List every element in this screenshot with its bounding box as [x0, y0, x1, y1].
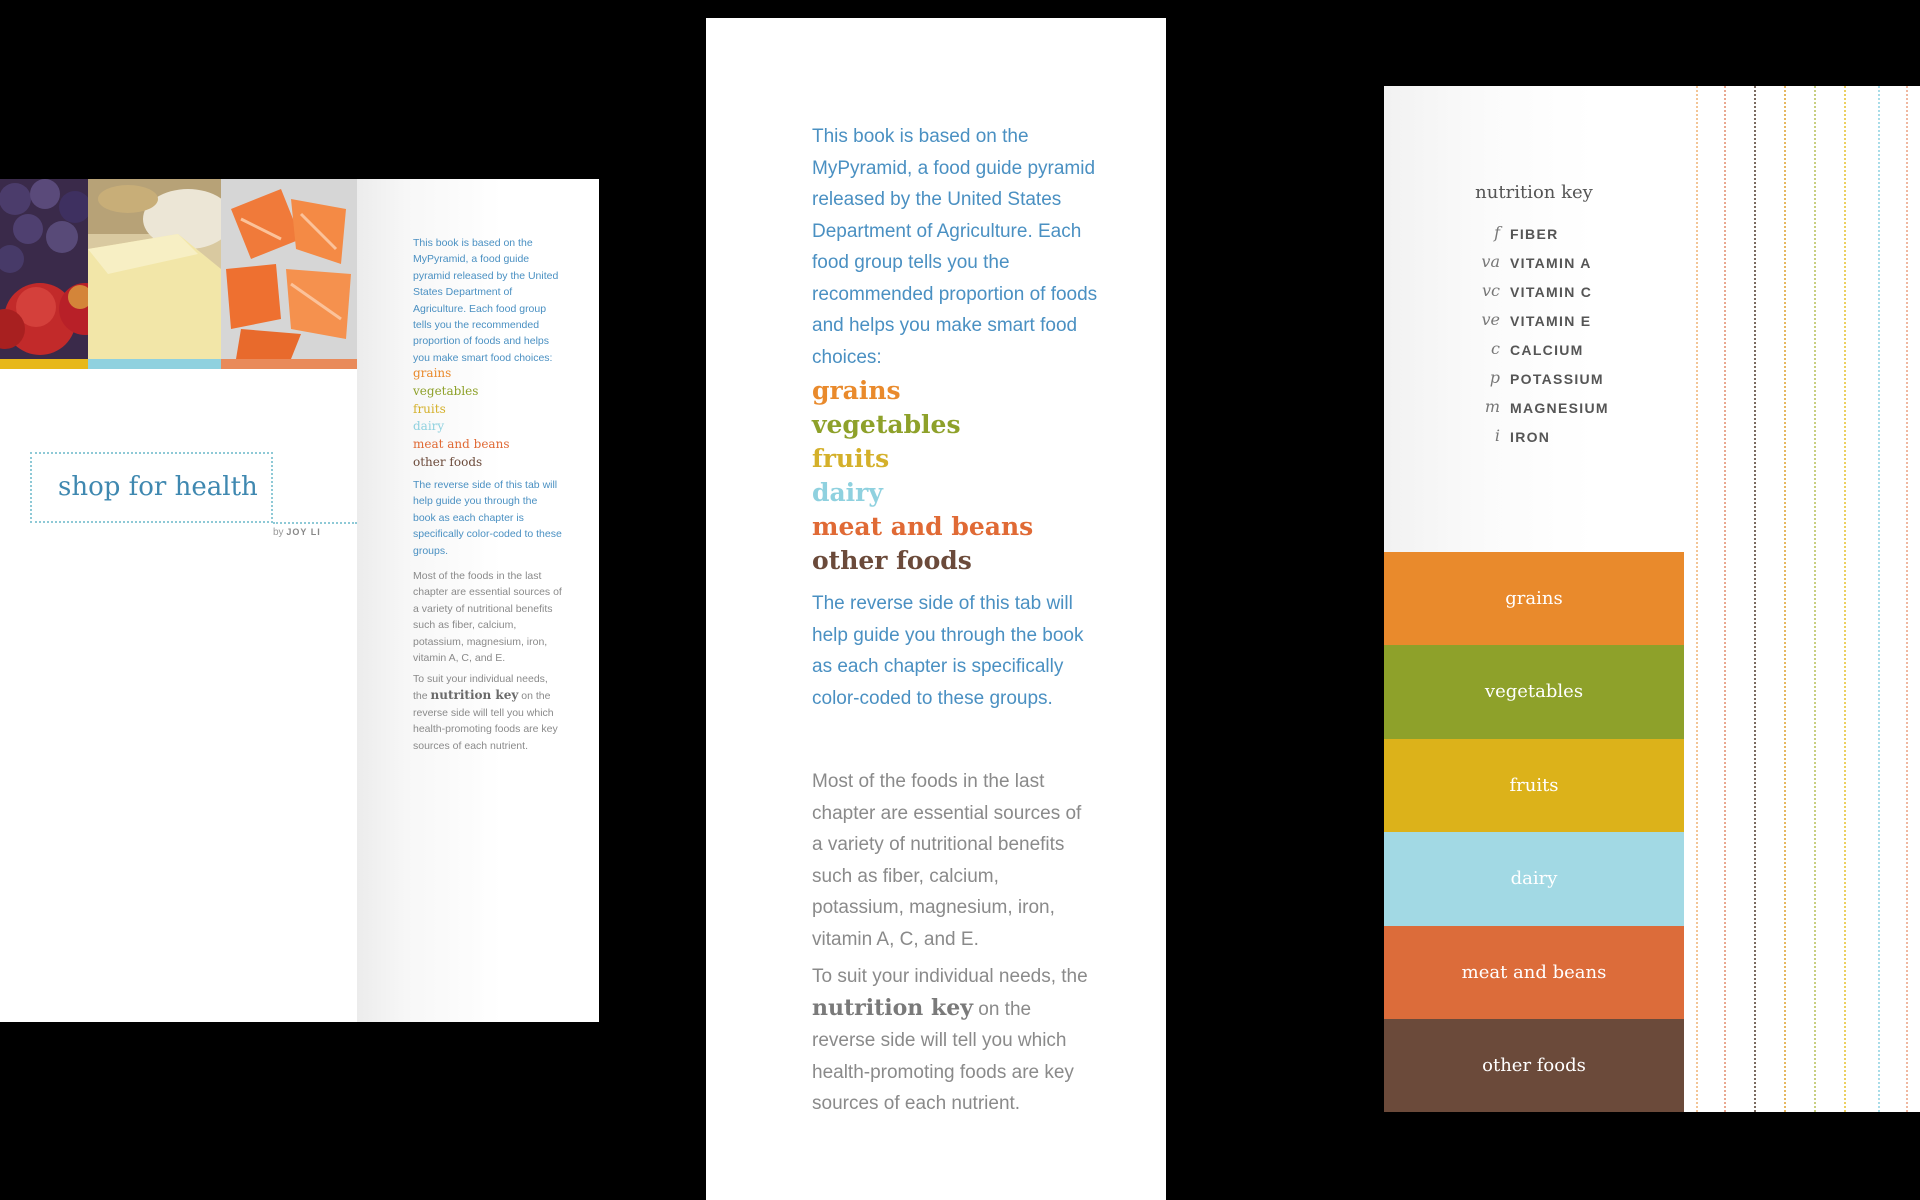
- key-name: VITAMIN A: [1510, 255, 1592, 271]
- key-row-fiber: [1464, 223, 1664, 245]
- key-name: VITAMIN E: [1510, 313, 1592, 329]
- key-row-vitamin-e: [1464, 310, 1664, 332]
- suit-text: [812, 961, 1092, 1120]
- byline-prefix: by: [273, 527, 284, 538]
- key-abbr: m: [1484, 397, 1500, 416]
- group-grains: grains: [413, 366, 452, 380]
- group-vegetables: vegetables: [812, 410, 961, 439]
- key-name: IRON: [1510, 429, 1551, 445]
- key-row-potassium: [1464, 368, 1664, 390]
- group-meat-and-beans: meat and beans: [812, 512, 1034, 541]
- stripe-brown: [1754, 86, 1756, 1112]
- key-abbr: vc: [1482, 281, 1500, 300]
- inner-flap-detail: [706, 18, 1166, 1200]
- key-row-iron: [1464, 426, 1664, 448]
- band-dairy: dairy: [1384, 832, 1684, 926]
- byline-author: JOY LI: [286, 527, 321, 537]
- cheese-photo: [88, 179, 221, 359]
- key-abbr: c: [1491, 339, 1500, 358]
- stripe-peach: [1906, 86, 1908, 1112]
- book-cover-spread: [0, 179, 599, 1022]
- title-box: [30, 452, 273, 523]
- byline: [273, 527, 321, 538]
- band-vegetables: vegetables: [1384, 645, 1684, 739]
- salmon-photo: [221, 179, 357, 359]
- suit-pre: To suit your individual needs, the: [413, 673, 548, 703]
- title-dotted-rule: [273, 522, 357, 524]
- key-name: VITAMIN C: [1510, 284, 1593, 300]
- fruit-photo: [0, 179, 88, 359]
- key-abbr: p: [1489, 368, 1500, 387]
- key-name: POTASSIUM: [1510, 371, 1604, 387]
- group-other-foods: other foods: [413, 454, 483, 469]
- stripe-blue: [1878, 86, 1880, 1112]
- key-abbr: ve: [1481, 310, 1500, 329]
- group-meat-and-beans: meat and beans: [413, 437, 510, 452]
- band-meat-and-beans: meat and beans: [1384, 926, 1684, 1019]
- stripe-salmon: [1724, 86, 1726, 1112]
- stripe-yellow: [1844, 86, 1846, 1112]
- band-fruits: fruits: [1384, 739, 1684, 832]
- meat-color-bar: [221, 359, 357, 369]
- key-row-vitamin-c: [1464, 281, 1664, 303]
- nutrition-key-panel: [1384, 86, 1684, 552]
- intro-text: This book is based on the MyPyramid, a food guide pyramid released by the United States Department of Agriculture. Each food group tells you the recommended proportion of foods and helps you make smart food choices:: [812, 126, 1098, 368]
- stripe-orange: [1696, 86, 1698, 1112]
- group-dairy: dairy: [413, 419, 445, 434]
- group-fruits: fruits: [413, 401, 446, 416]
- key-row-vitamin-a: [1464, 252, 1664, 274]
- key-name: CALCIUM: [1510, 342, 1584, 358]
- suit-post: on the reverse side will tell you which health-promoting foods are key sources of each nutrient.: [413, 690, 558, 752]
- key-abbr: f: [1494, 223, 1500, 242]
- group-dairy: dairy: [812, 478, 883, 507]
- nutrition-key-inline: nutrition key: [812, 994, 973, 1021]
- stripe-olive: [1814, 86, 1816, 1112]
- food-group-list-small: [413, 365, 563, 472]
- reverse-note: The reverse side of this tab will help guide you through the book as each chapter is specifically color-coded to these groups.: [812, 593, 1084, 709]
- nutrition-key-inline: nutrition key: [430, 688, 519, 703]
- food-group-list: [812, 374, 1112, 578]
- key-row-calcium: [1464, 339, 1664, 361]
- intro-text-small: This book is based on the MyPyramid, a food guide pyramid released by the United States Department of Agriculture. Each food group tells you the recommended proportion of foods and helps you make smart food choices:: [413, 237, 559, 364]
- key-name: MAGNESIUM: [1510, 400, 1609, 416]
- band-grains: grains: [1384, 552, 1684, 645]
- dairy-color-bar: [88, 359, 221, 369]
- key-abbr: i: [1494, 426, 1500, 445]
- reverse-tab: [1384, 86, 1920, 1112]
- key-abbr: va: [1481, 252, 1500, 271]
- key-row-magnesium: [1464, 397, 1664, 419]
- group-fruits: fruits: [812, 444, 890, 473]
- grains-color-bar: [0, 359, 88, 369]
- reverse-note-small: The reverse side of this tab will help guide you through the book as each chapter is specifically color-coded to these groups.: [413, 479, 562, 557]
- benefits-text: Most of the foods in the last chapter are essential sources of a variety of nutritional benefits such as fiber, calcium, potassium, magnesium, iron, vitamin A, C, and E.: [812, 771, 1082, 950]
- group-other-foods: other foods: [812, 546, 972, 575]
- stripe-gold: [1784, 86, 1786, 1112]
- group-vegetables: vegetables: [413, 383, 479, 398]
- benefits-text-small: Most of the foods in the last chapter are essential sources of a variety of nutritional benefits such as fiber, calcium, potassium, magnesium, iron, vitamin A, C, and E.: [413, 570, 562, 665]
- suit-pre: To suit your individual needs, the: [812, 966, 1088, 987]
- group-grains: grains: [812, 376, 901, 405]
- suit-text-small: [413, 671, 563, 754]
- suit-post: on the reverse side will tell you which health-promoting foods are key sources of each nutrient.: [812, 998, 1074, 1114]
- book-title: shop for health: [58, 472, 258, 502]
- nutrition-key-title: nutrition key: [1475, 182, 1593, 203]
- key-name: FIBER: [1510, 226, 1559, 242]
- band-other-foods: other foods: [1384, 1019, 1684, 1112]
